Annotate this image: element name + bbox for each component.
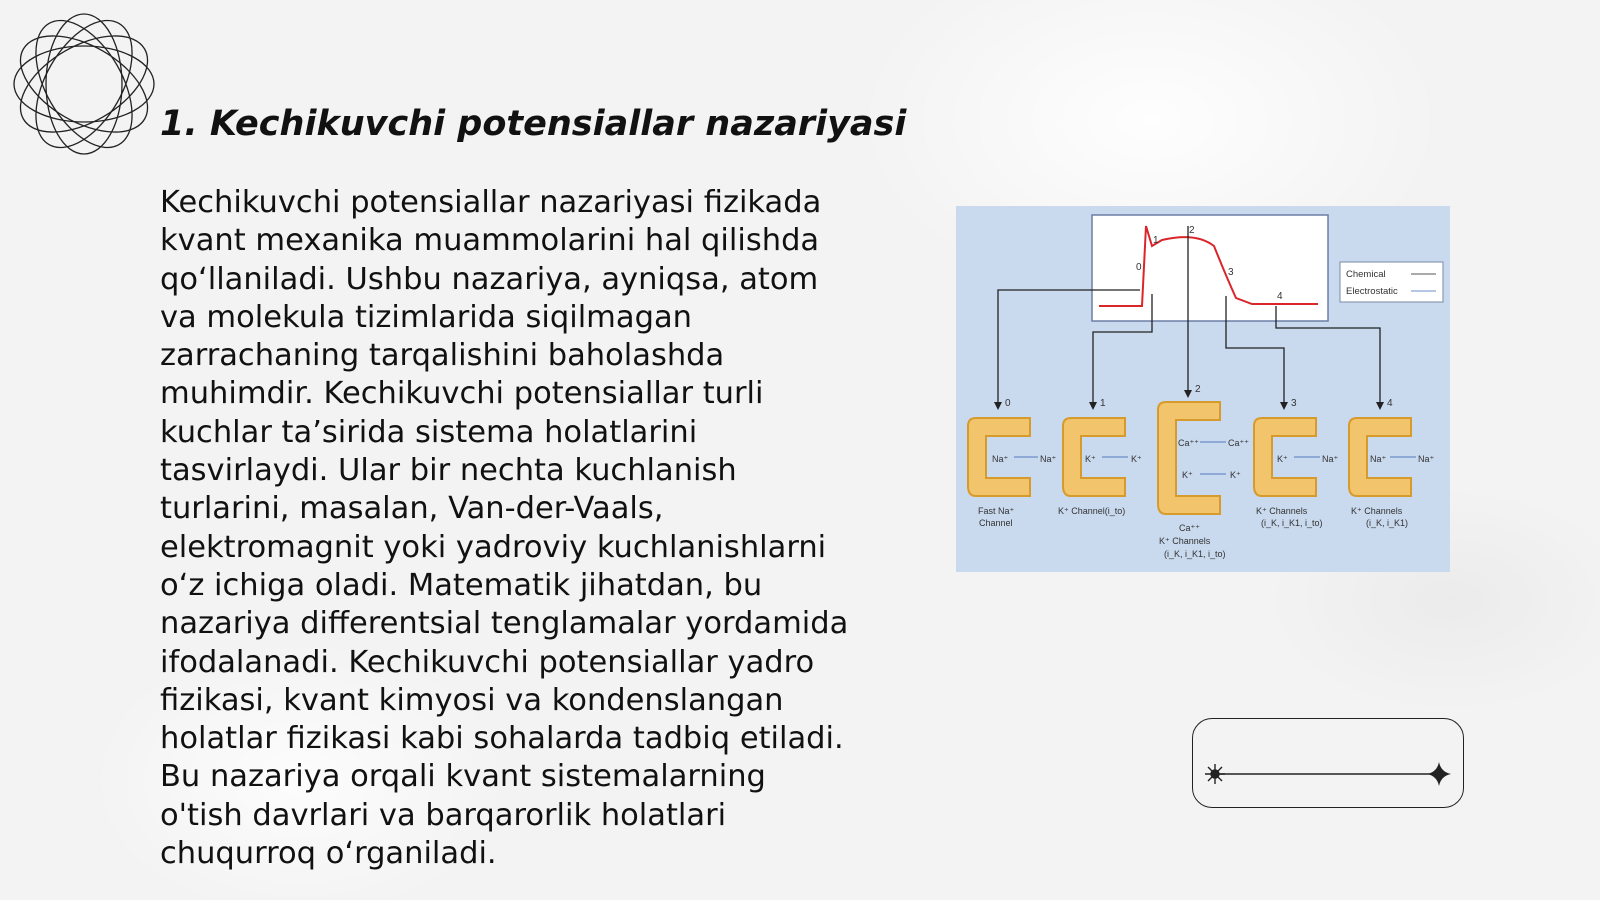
- decorative-slider-box: [1192, 718, 1464, 808]
- sparkle-icon: [1427, 762, 1451, 786]
- channel-1-right-ion: K⁺: [1131, 454, 1142, 464]
- channel-2-right-ion: Ca⁺⁺: [1228, 438, 1250, 448]
- channel-phase-2: 2: [1195, 384, 1201, 395]
- channel-0-label-line-1: Fast Na⁺: [978, 506, 1015, 516]
- channel-phase-1: 1: [1100, 398, 1106, 409]
- channel-4-label-line-2: (i_K, i_K1): [1366, 518, 1409, 528]
- channel-3-right-ion: Na⁺: [1322, 454, 1339, 464]
- channel-1-label-line-1: K⁺ Channel(i_to): [1058, 506, 1126, 516]
- channel-phase-4: 4: [1387, 398, 1393, 409]
- phase-label-4: 4: [1277, 291, 1283, 302]
- channel-4-right-ion: Na⁺: [1418, 454, 1435, 464]
- interlocking-circles-icon: [10, 10, 158, 158]
- legend-chemical: Chemical: [1346, 269, 1386, 280]
- slide-title: 1. Kechikuvchi potensiallar nazariyasi: [160, 104, 907, 144]
- sun-icon: [1205, 764, 1225, 784]
- channel-2-label-line-3: (i_K, i_K1, i_to): [1164, 549, 1226, 559]
- legend-electrostatic: Electrostatic: [1346, 286, 1398, 297]
- action-potential-figure: [956, 206, 1450, 572]
- channel-3-label-line-1: K⁺ Channels: [1256, 506, 1308, 516]
- channel-0-right-ion: Na⁺: [1040, 454, 1057, 464]
- phase-label-2: 2: [1189, 225, 1195, 236]
- phase-label-0: 0: [1136, 262, 1142, 273]
- channel-2-left-ion-2: K⁺: [1182, 470, 1193, 480]
- channel-4-label-line-1: K⁺ Channels: [1351, 506, 1403, 516]
- channel-2-label-line-1: Ca⁺⁺: [1179, 523, 1201, 533]
- channel-4-left-ion: Na⁺: [1370, 454, 1387, 464]
- phase-label-1: 1: [1153, 235, 1159, 246]
- channel-3-left-ion: K⁺: [1277, 454, 1288, 464]
- channel-2-left-ion: Ca⁺⁺: [1178, 438, 1200, 448]
- channel-1-left-ion: K⁺: [1085, 454, 1096, 464]
- channel-phase-3: 3: [1291, 398, 1297, 409]
- channel-0-left-ion: Na⁺: [992, 454, 1009, 464]
- channel-0-label-line-2: Channel: [979, 518, 1013, 528]
- channel-2-label-line-2: K⁺ Channels: [1159, 536, 1211, 546]
- channel-3-label-line-2: (i_K, i_K1, i_to): [1261, 518, 1323, 528]
- channel-2-right-ion-2: K⁺: [1230, 470, 1241, 480]
- slide-body-text: Kechikuvchi potensiallar nazariyasi fizikada kvant mexanika muammolarini hal qilishda qo‘llaniladi. Ushbu nazariya, ayniqsa, atom va molekula tizimlarida siqilmagan zarrachaning tarqalishini baholashda muhimdir. Kechikuvchi potensiallar turli kuchlar ta’sirida sistema holatlarini tasvirlaydi. Ular bir nechta kuchlanish turlarini, masalan, Van-der-Vaals, elektromagnit yoki yadroviy kuchlanishlarni o‘z ichiga oladi. Matematik jihatdan, bu nazariya differentsial tenglamalar yordamida ifodalanadi. Kechikuvchi potensiallar yadro fizikasi, kvant kimyosi va kondenslangan holatlar fizikasi kabi sohalarda tadbiq etiladi. Bu nazariya orqali kvant sistemalarning o'tish davrlari va barqarorlik holatlari chuqurroq o‘rganiladi.: [160, 185, 849, 872]
- channel-phase-0: 0: [1005, 398, 1011, 409]
- phase-label-3: 3: [1228, 267, 1234, 278]
